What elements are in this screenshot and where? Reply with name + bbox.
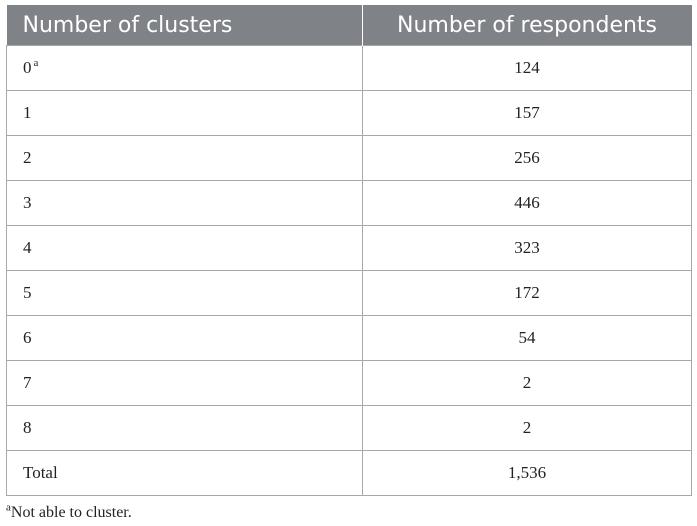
- cluster-count-label: 3: [23, 193, 32, 212]
- cell-cluster-count: [7, 406, 363, 451]
- table-row: [7, 226, 692, 271]
- cell-cluster-count: [7, 316, 363, 361]
- cluster-count-label: 4: [23, 238, 32, 257]
- cell-cluster-count: [7, 46, 363, 91]
- table-row: [7, 361, 692, 406]
- cell-respondent-count: 1,536: [363, 451, 692, 496]
- table-row: [7, 316, 692, 361]
- cell-respondent-count: 446: [363, 181, 692, 226]
- cluster-count-label: 8: [23, 418, 32, 437]
- cell-cluster-count: [7, 136, 363, 181]
- table-row: [7, 451, 692, 496]
- clusters-table: [6, 5, 692, 496]
- table-header-row: [7, 5, 692, 46]
- footnote-mark: a: [6, 501, 11, 514]
- table-row: [7, 406, 692, 451]
- cluster-count-label: 6: [23, 328, 32, 347]
- table-row: [7, 181, 692, 226]
- cell-cluster-count: [7, 226, 363, 271]
- header-number-of-clusters: Number of clusters: [7, 5, 363, 46]
- table-row: [7, 46, 692, 91]
- cluster-count-label: 1: [23, 103, 32, 122]
- table-row: [7, 91, 692, 136]
- cell-respondent-count: 2: [363, 406, 692, 451]
- header-number-of-respondents: Number of respondents: [363, 5, 692, 46]
- table-row: [7, 271, 692, 316]
- cluster-count-label: 0: [23, 58, 32, 77]
- cluster-count-label: 2: [23, 148, 32, 167]
- cell-respondent-count: 54: [363, 316, 692, 361]
- cluster-count-label: 5: [23, 283, 32, 302]
- cell-respondent-count: 323: [363, 226, 692, 271]
- footnote-reference-mark: a: [33, 57, 39, 70]
- cell-cluster-count: [7, 181, 363, 226]
- table-footnote: [6, 501, 132, 522]
- cell-respondent-count: 256: [363, 136, 692, 181]
- cluster-count-label: 7: [23, 373, 32, 392]
- cell-respondent-count: 2: [363, 361, 692, 406]
- cell-cluster-count: [7, 361, 363, 406]
- clusters-table-container: [6, 5, 691, 496]
- cluster-count-label: Total: [23, 463, 58, 482]
- cell-respondent-count: 157: [363, 91, 692, 136]
- cell-respondent-count: 124: [363, 46, 692, 91]
- cell-cluster-count: [7, 91, 363, 136]
- footnote-text: Not able to cluster.: [10, 504, 132, 521]
- cell-cluster-count: [7, 451, 363, 496]
- cell-cluster-count: [7, 271, 363, 316]
- table-row: [7, 136, 692, 181]
- table-body: [7, 46, 692, 496]
- cell-respondent-count: 172: [363, 271, 692, 316]
